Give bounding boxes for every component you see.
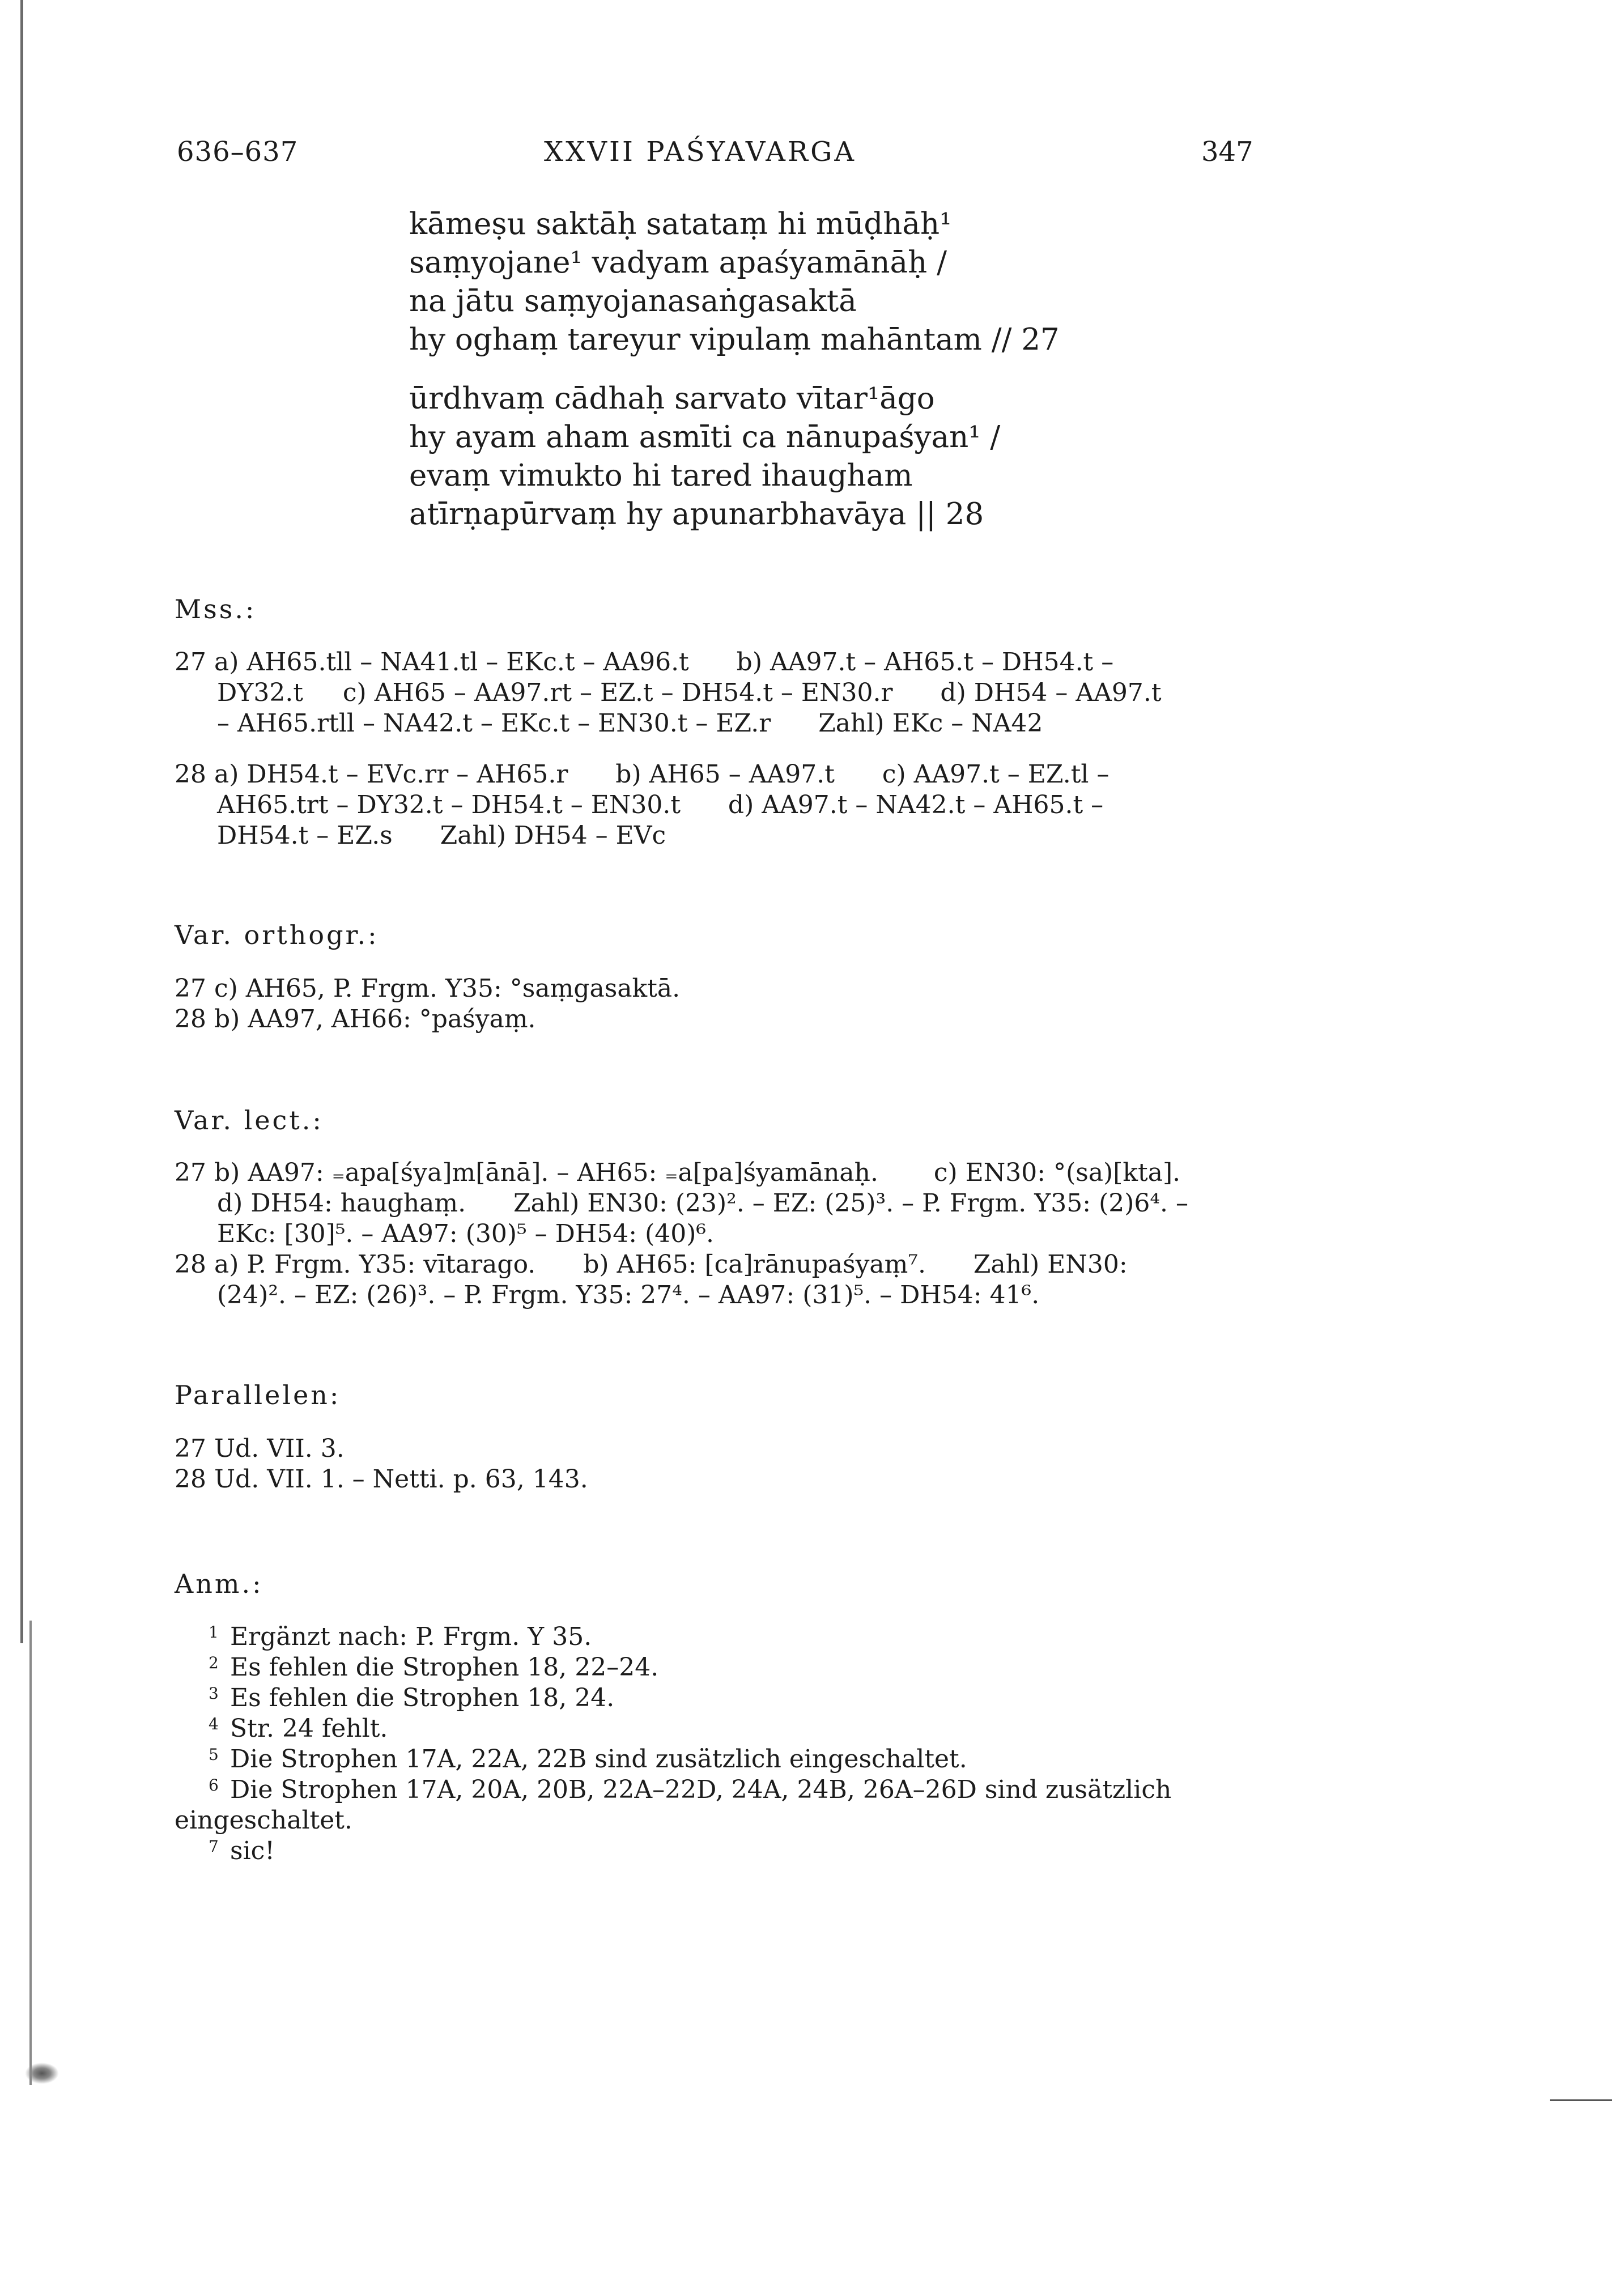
verse-28 <box>409 380 1000 534</box>
parallelen-list <box>175 1434 1245 1495</box>
footnote <box>175 1622 1251 1652</box>
header-page-number: 347 <box>1201 136 1253 168</box>
footnote <box>175 1652 1251 1683</box>
verse-line: kāmeṣu saktāḥ satataṃ hi mūḍhāḥ¹ <box>409 207 952 241</box>
verse-line: atīrṇapūrvaṃ hy apunarbhavāya || 28 <box>409 497 984 532</box>
parallel-line: 28 Ud. VII. 1. – Netti. p. 63, 143. <box>175 1465 588 1494</box>
parallelen-label: Parallelen: <box>175 1380 341 1410</box>
scan-binding-edge <box>20 0 23 1643</box>
mss-apparatus <box>175 647 1245 851</box>
footnote-number: 1 <box>209 1623 219 1642</box>
mss-28-line: 28 a) DH54.t – EVc.rr – AH65.r b) AH65 – AA97.t c) AA97.t – EZ.tl – <box>175 760 1109 789</box>
footnote-number: 5 <box>209 1745 219 1764</box>
header-title: XXVII PAŚYAVARGA <box>544 136 857 168</box>
footnote-text: Ergänzt nach: P. Frgm. Y 35. <box>230 1622 592 1651</box>
verse-line: hy ayam aham asmīti ca nānupaśyan¹ / <box>409 420 1001 454</box>
mss-label: Mss.: <box>175 594 257 624</box>
footnotes <box>175 1622 1251 1866</box>
var-orthogr-label: Var. orthogr.: <box>175 920 379 950</box>
footnote-text: Str. 24 fehlt. <box>230 1714 388 1743</box>
var-lect-28-line: (24)². – EZ: (26)³. – P. Frgm. Y35: 27⁴. – AA97: (31)⁵. – DH54: 41⁶. <box>217 1281 1040 1309</box>
running-header <box>0 136 1624 176</box>
footnote-text: sic! <box>230 1836 275 1865</box>
footnote <box>175 1683 1251 1714</box>
footnote <box>175 1714 1251 1744</box>
footnote <box>175 1744 1251 1775</box>
verse-line: saṃyojane¹ vadyam apaśyamānāḥ / <box>409 245 947 280</box>
var-lect-28-line: 28 a) P. Frgm. Y35: vītarago. b) AH65: [ca]rānupaśyaṃ⁷. Zahl) EN30: <box>175 1250 1128 1279</box>
verse-line: hy oghaṃ tareyur vipulaṃ mahāntam // 27 <box>409 322 1060 357</box>
var-orthogr-apparatus <box>175 973 1245 1035</box>
var-lect-apparatus <box>175 1158 1245 1311</box>
mss-27-line: 27 a) AH65.tll – NA41.tl – EKc.t – AA96.t b) AA97.t – AH65.t – DH54.t – <box>175 648 1114 677</box>
footnote-number: 2 <box>209 1653 219 1672</box>
footnote-number: 3 <box>209 1684 219 1703</box>
verse-line: evaṃ vimukto hi tared ihaugham <box>409 458 913 493</box>
var-lect-27-line: d) DH54: haughaṃ. Zahl) EN30: (23)². – EZ: (25)³. – P. Frgm. Y35: (2)6⁴. – <box>217 1189 1189 1218</box>
anm-label: Anm.: <box>175 1568 263 1599</box>
verse-line: ūrdhvaṃ cādhaḥ sarvato vītar¹āgo <box>409 381 935 416</box>
mss-28-line: DH54.t – EZ.s Zahl) DH54 – EVc <box>217 821 666 850</box>
footnote-text: Es fehlen die Strophen 18, 24. <box>230 1683 615 1712</box>
footnote-continuation: eingeschaltet. <box>175 1806 352 1835</box>
header-page-range: 636–637 <box>177 136 299 168</box>
footnote <box>175 1836 1251 1866</box>
footnote-text: Die Strophen 17A, 22A, 22B sind zusätzlich eingeschaltet. <box>230 1745 967 1774</box>
verse-line: na jātu saṃyojanasaṅgasaktā <box>409 284 857 318</box>
var-lect-27-line: EKc: [30]⁵. – AA97: (30)⁵ – DH54: (40)⁶. <box>217 1219 715 1248</box>
footnote-text: Es fehlen die Strophen 18, 22–24. <box>230 1653 659 1682</box>
var-lect-27-line: 27 b) AA97: ₌apa[śya]m[ānā]. – AH65: ₌a[pa]śyamānaḥ. c) EN30: °(sa)[kta]. <box>175 1158 1181 1187</box>
mss-28-line: AH65.trt – DY32.t – DH54.t – EN30.t d) AA97.t – NA42.t – AH65.t – <box>217 790 1104 819</box>
verse-27 <box>409 205 1060 359</box>
var-lect-label: Var. lect.: <box>175 1105 324 1136</box>
footnote-number: 7 <box>209 1837 219 1856</box>
var-orthogr-line: 28 b) AA97, AH66: °paśyaṃ. <box>175 1005 536 1034</box>
scan-mark <box>1550 2099 1612 2101</box>
parallel-line: 27 Ud. VII. 3. <box>175 1434 345 1463</box>
footnote-number: 6 <box>209 1776 219 1795</box>
scan-smudge <box>25 2063 59 2084</box>
footnote-text: Die Strophen 17A, 20A, 20B, 22A–22D, 24A, 24B, 26A–26D sind zusätzlich <box>230 1775 1172 1804</box>
mss-27-line: DY32.t c) AH65 – AA97.rt – EZ.t – DH54.t – EN30.r d) DH54 – AA97.t <box>217 678 1162 707</box>
footnote <box>175 1775 1251 1836</box>
var-orthogr-line: 27 c) AH65, P. Frgm. Y35: °saṃgasaktā. <box>175 974 681 1003</box>
mss-27-line: – AH65.rtll – NA42.t – EKc.t – EN30.t – EZ.r Zahl) EKc – NA42 <box>217 709 1043 738</box>
footnote-number: 4 <box>209 1715 219 1733</box>
scan-binding-edge-lower <box>29 1621 32 2085</box>
